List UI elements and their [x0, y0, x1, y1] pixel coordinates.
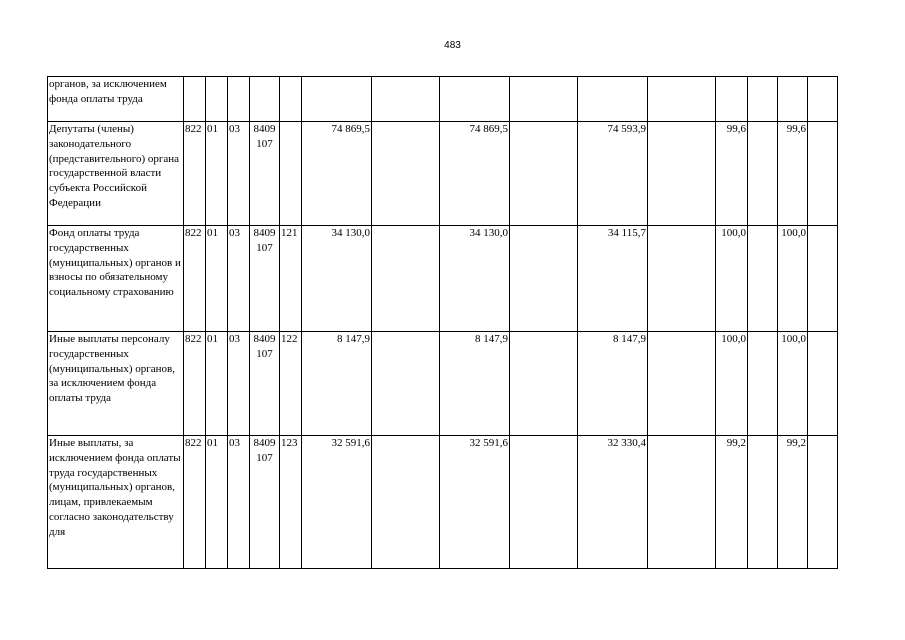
value-cell-5: 74 593,9	[578, 122, 648, 226]
value-cell-2	[372, 436, 440, 569]
budget-item-name: Иные выплаты, за исключением фонда оплаты труда государственных (муниципальных) органов, лицам, привлекаемым согласно законодательству для	[48, 436, 184, 569]
percent-cell-1: 99,6	[716, 122, 748, 226]
budget-item-name: Фонд оплаты труда государственных (муниципальных) органов и взносы по обязательному социальному страхованию	[48, 226, 184, 332]
value-cell-4	[510, 122, 578, 226]
vr-code-cell: 122	[280, 332, 302, 436]
value-cell-8	[748, 332, 778, 436]
rz-code-cell: 01	[206, 436, 228, 569]
percent-cell-2: 99,2	[778, 436, 808, 569]
pr-code-cell: 03	[228, 122, 250, 226]
value-cell-8	[748, 122, 778, 226]
value-cell-8	[748, 77, 778, 122]
value-cell-8	[748, 226, 778, 332]
budget-item-name: Иные выплаты персоналу государственных (муниципальных) органов, за исключением фонда оплаты труда	[48, 332, 184, 436]
rz-code-cell: 01	[206, 226, 228, 332]
value-cell-3: 74 869,5	[440, 122, 510, 226]
value-cell-6	[648, 122, 716, 226]
value-cell-10	[808, 122, 838, 226]
gr-code-cell: 822	[184, 436, 206, 569]
value-cell-10	[808, 77, 838, 122]
table-row	[48, 122, 838, 226]
table-row	[48, 226, 838, 332]
value-cell-5: 8 147,9	[578, 332, 648, 436]
value-cell-4	[510, 332, 578, 436]
rz-code-cell: 01	[206, 332, 228, 436]
gr-code-cell: 822	[184, 226, 206, 332]
percent-cell-2: 100,0	[778, 226, 808, 332]
csr-code-cell: 8409 107	[250, 226, 280, 332]
csr-code-cell: 8409 107	[250, 122, 280, 226]
percent-cell-1	[716, 77, 748, 122]
value-cell-8	[748, 436, 778, 569]
table-row	[48, 436, 838, 569]
value-cell-6	[648, 226, 716, 332]
value-cell-5	[578, 77, 648, 122]
value-cell-6	[648, 77, 716, 122]
value-cell-3: 32 591,6	[440, 436, 510, 569]
value-cell-4	[510, 77, 578, 122]
csr-code-cell: 8409 107	[250, 332, 280, 436]
value-cell-3: 34 130,0	[440, 226, 510, 332]
value-cell-1	[302, 77, 372, 122]
pr-code-cell: 03	[228, 436, 250, 569]
value-cell-5: 32 330,4	[578, 436, 648, 569]
percent-cell-1: 100,0	[716, 226, 748, 332]
value-cell-1: 8 147,9	[302, 332, 372, 436]
value-cell-3: 8 147,9	[440, 332, 510, 436]
value-cell-10	[808, 332, 838, 436]
pr-code-cell: 03	[228, 332, 250, 436]
value-cell-3	[440, 77, 510, 122]
vr-code-cell: 121	[280, 226, 302, 332]
gr-code-cell: 822	[184, 332, 206, 436]
rz-code-cell: 01	[206, 122, 228, 226]
vr-code-cell	[280, 77, 302, 122]
percent-cell-1: 99,2	[716, 436, 748, 569]
value-cell-2	[372, 122, 440, 226]
vr-code-cell	[280, 122, 302, 226]
gr-code-cell	[184, 77, 206, 122]
percent-cell-1: 100,0	[716, 332, 748, 436]
gr-code-cell: 822	[184, 122, 206, 226]
rz-code-cell	[206, 77, 228, 122]
pr-code-cell: 03	[228, 226, 250, 332]
percent-cell-2	[778, 77, 808, 122]
table-row	[48, 77, 838, 122]
table-row	[48, 332, 838, 436]
value-cell-4	[510, 226, 578, 332]
percent-cell-2: 99,6	[778, 122, 808, 226]
value-cell-1: 34 130,0	[302, 226, 372, 332]
csr-code-cell	[250, 77, 280, 122]
value-cell-10	[808, 436, 838, 569]
page-number: 483	[444, 40, 461, 51]
value-cell-2	[372, 226, 440, 332]
budget-item-name: органов, за исключением фонда оплаты труда	[48, 77, 184, 122]
percent-cell-2: 100,0	[778, 332, 808, 436]
value-cell-10	[808, 226, 838, 332]
value-cell-1: 32 591,6	[302, 436, 372, 569]
value-cell-6	[648, 332, 716, 436]
budget-item-name: Депутаты (члены) законодательного (представительного) органа государственной власти субъекта Российской Федерации	[48, 122, 184, 226]
value-cell-6	[648, 436, 716, 569]
vr-code-cell: 123	[280, 436, 302, 569]
value-cell-1: 74 869,5	[302, 122, 372, 226]
pr-code-cell	[228, 77, 250, 122]
value-cell-2	[372, 77, 440, 122]
csr-code-cell: 8409 107	[250, 436, 280, 569]
value-cell-5: 34 115,7	[578, 226, 648, 332]
budget-table	[47, 76, 838, 569]
value-cell-2	[372, 332, 440, 436]
value-cell-4	[510, 436, 578, 569]
